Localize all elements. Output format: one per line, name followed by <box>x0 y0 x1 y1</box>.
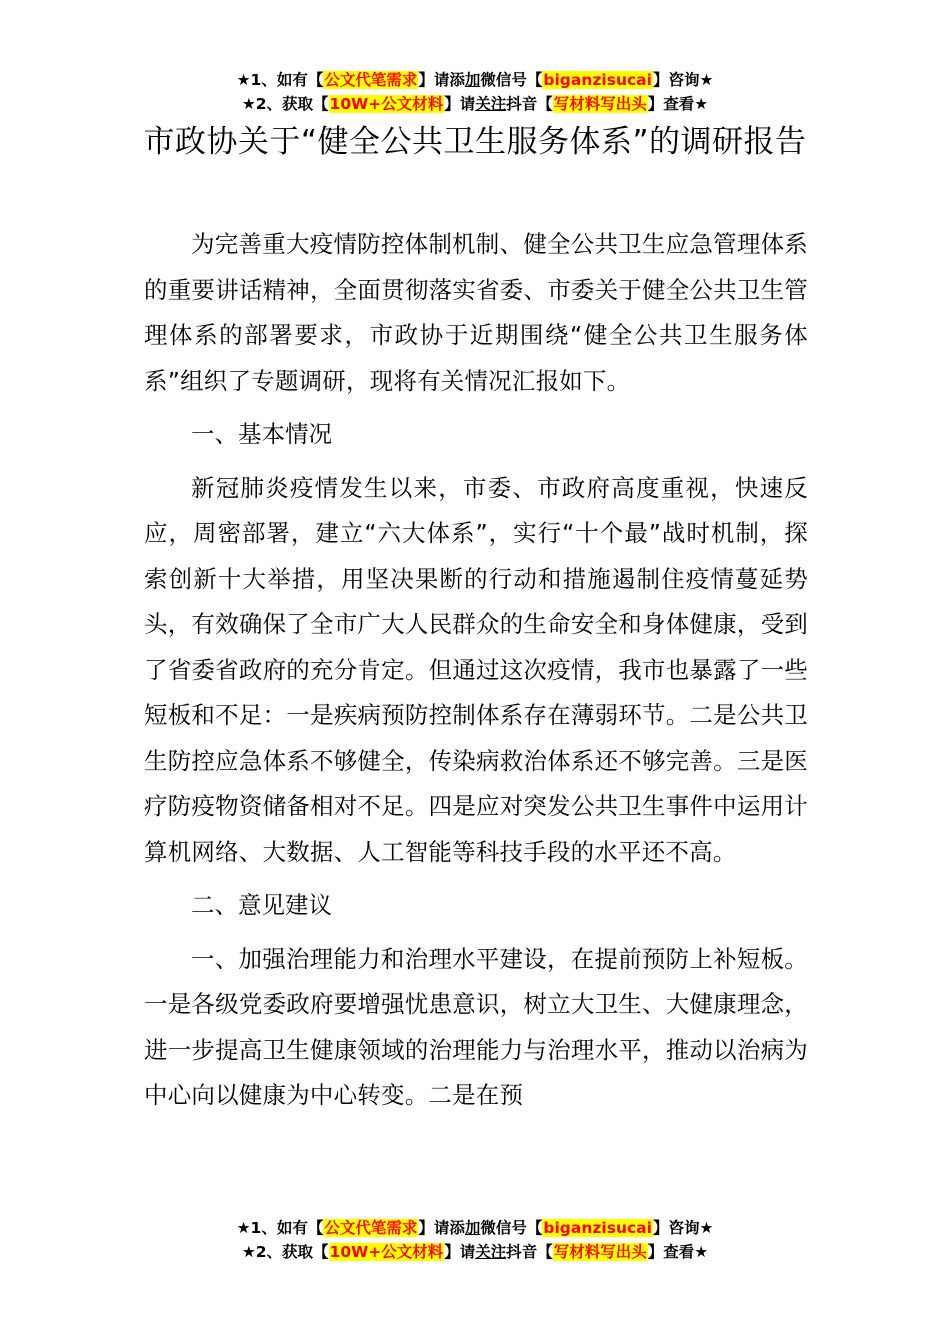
document-title: 市政协关于“健全公共卫生服务体系”的调研报告 <box>143 124 807 160</box>
promo-underlined-text: 关注 <box>475 1243 507 1261</box>
promo-line-1 <box>0 1216 950 1240</box>
paragraph-suggestions: 一、加强治理能力和治理水平建设，在提前预防上补短板。一是各级党委政府要增强忧患意识，树立大卫生、大健康理念，进一步提高卫生健康领域的治理能力与治理水平，推动以治病为中心向以健康为中心转变。二是在预 <box>144 944 808 1109</box>
promo-text: ★1、如有【 <box>236 1219 324 1237</box>
promo-highlight: 公文代笔需求 <box>324 1219 418 1237</box>
promo-line-2 <box>0 92 950 116</box>
promo-banner-bottom <box>0 1216 950 1264</box>
promo-text: 】请 <box>444 95 476 113</box>
promo-highlight: 写材料写出头 <box>553 1243 647 1261</box>
promo-text: 】咨询★ <box>652 71 714 89</box>
section-heading-basic-situation: 一、基本情况 <box>191 420 332 448</box>
promo-highlight: 写材料写出头 <box>553 95 647 113</box>
promo-text: 抖音【 <box>506 95 553 113</box>
promo-text: 微信号【 <box>480 1219 543 1237</box>
promo-highlight: 10W+公文材料 <box>329 95 444 113</box>
section-heading-suggestions: 二、意见建议 <box>191 891 332 919</box>
promo-highlight: 公文代笔需求 <box>324 71 418 89</box>
paragraph-intro: 为完善重大疫情防控体制机制、健全公共卫生应急管理体系的重要讲话精神，全面贯彻落实省委、市委关于健全公共卫生管理体系的部署要求，市政协于近期围绕“健全公共卫生服务体系”组织了专题调研，现将有关情况汇报如下。 <box>144 230 808 395</box>
promo-banner-top <box>0 68 950 116</box>
promo-highlight: 10W+公文材料 <box>329 1243 444 1261</box>
document-body <box>144 222 808 1127</box>
promo-text: 】请添 <box>418 71 465 89</box>
promo-text: 】咨询★ <box>652 1219 714 1237</box>
promo-text: ★1、如有【 <box>236 71 324 89</box>
promo-text: 微信号【 <box>480 71 543 89</box>
promo-text: ★2、获取【 <box>241 95 329 113</box>
promo-underlined-text: 加 <box>464 1219 481 1237</box>
promo-text: 】请添 <box>418 1219 465 1237</box>
promo-line-1 <box>0 68 950 92</box>
promo-line-2 <box>0 1240 950 1264</box>
promo-text: ★2、获取【 <box>241 1243 329 1261</box>
promo-highlight: biganzisucai <box>543 71 652 89</box>
promo-text: 】请 <box>444 1243 476 1261</box>
promo-underlined-text: 加 <box>464 71 481 89</box>
promo-underlined-text: 关注 <box>475 95 507 113</box>
paragraph-basic-situation: 新冠肺炎疫情发生以来，市委、市政府高度重视，快速反应，周密部署，建立“六大体系”，实行“十个最”战时机制，探索创新十大举措，用坚决果断的行动和措施遏制住疫情蔓延势头，有效确保了全市广大人民群众的生命安全和身体健康，受到了省委省政府的充分肯定。但通过这次疫情，我市也暴露了一些短板和不足：一是疾病预防控制体系存在薄弱环节。二是公共卫生防控应急体系不够健全，传染病救治体系还不够完善。三是医疗防疫物资储备相对不足。四是应对突发公共卫生事件中运用计算机网络、大数据、人工智能等科技手段的水平还不高。 <box>144 473 808 866</box>
promo-text: 】查看★ <box>647 95 709 113</box>
promo-highlight: biganzisucai <box>543 1219 652 1237</box>
promo-text: 】查看★ <box>647 1243 709 1261</box>
promo-text: 抖音【 <box>506 1243 553 1261</box>
